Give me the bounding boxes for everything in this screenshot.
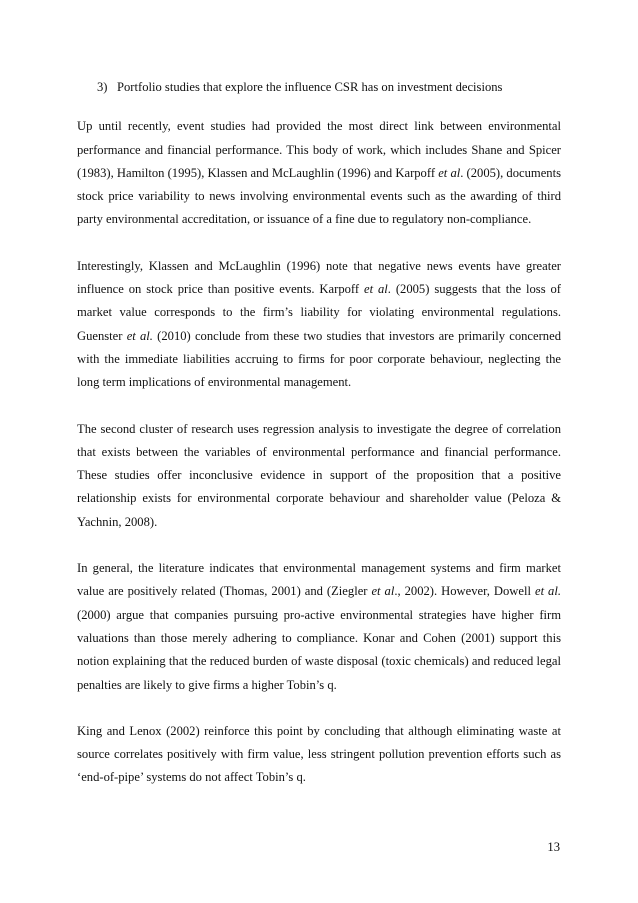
page-number: 13 — [547, 840, 560, 854]
paragraph-regression-analysis — [77, 418, 561, 534]
italic-run: et al — [438, 165, 461, 180]
text-run: ., 2002). However, Dowell — [394, 584, 535, 599]
page-body — [77, 76, 561, 813]
text-run: Up until recently, event studies had provided the most direct link between environmental performance and financial performance. This body of work, which includes Shane and Spicer (1983), Hamilton (1995), Klassen and McLaughlin (1996) and Karpoff — [77, 119, 561, 180]
list-item-number: 3) — [97, 80, 108, 94]
text-run: (2000) argue that companies pursuing pro-active environmental strategies have higher firm valuations than those merely adhering to compliance. Konar and Cohen (2001) support this notion explaining that the reduced burden of waste disposal (toxic chemicals) and reduced legal penalties are likely to give firms a higher Tobin’s q. — [77, 607, 561, 692]
italic-run: et al — [363, 282, 388, 297]
italic-run: et al. — [126, 328, 153, 343]
italic-run: et al — [371, 584, 395, 599]
paragraph-event-studies — [77, 115, 561, 231]
paragraph-king-lenox — [77, 720, 561, 790]
text-run: . (2005), documents stock price variability to news involving environmental events such as the awarding of third party environmental accreditation, or issuance of a fine due to regulatory non-compliance. — [77, 165, 561, 227]
paragraph-negative-news — [77, 255, 561, 395]
paragraph-literature-summary — [77, 557, 561, 697]
italic-run: et al. — [534, 584, 561, 599]
text-run: The second cluster of research uses regression analysis to investigate the degree of correlation that exists between the variables of environmental performance and financial performance. These studies offer inconclusive evidence in support of the proposition that a positive relationship exists for environmental corporate behaviour and shareholder value (Peloza & Yachnin, 2008). — [77, 421, 561, 529]
text-run: Interestingly, Klassen and McLaughlin (1996) note that negative news events have greater influence on stock price than positive events. Karpoff — [77, 258, 561, 297]
list-item-text: Portfolio studies that explore the influence CSR has on investment decisions — [117, 80, 503, 94]
list-item — [77, 76, 561, 99]
text-run: In general, the literature indicates that environmental management systems and firm market value are positively related (Thomas, 2001) and (Ziegler — [77, 561, 561, 599]
text-run: . (2005) suggests that the loss of market value corresponds to the firm’s liability for violating environmental regulations. Guenster — [77, 282, 561, 343]
text-run: (2010) conclude from these two studies that investors are primarily concerned with the immediate liabilities accruing to firms for poor corporate behaviour, neglecting the long term implications of environmental management. — [77, 328, 561, 390]
text-run: King and Lenox (2002) reinforce this point by concluding that although eliminating waste at source correlates positively with firm value, less stringent pollution prevention efforts such as ‘end-of-pipe’ systems do not affect Tobin’s q. — [77, 723, 561, 785]
